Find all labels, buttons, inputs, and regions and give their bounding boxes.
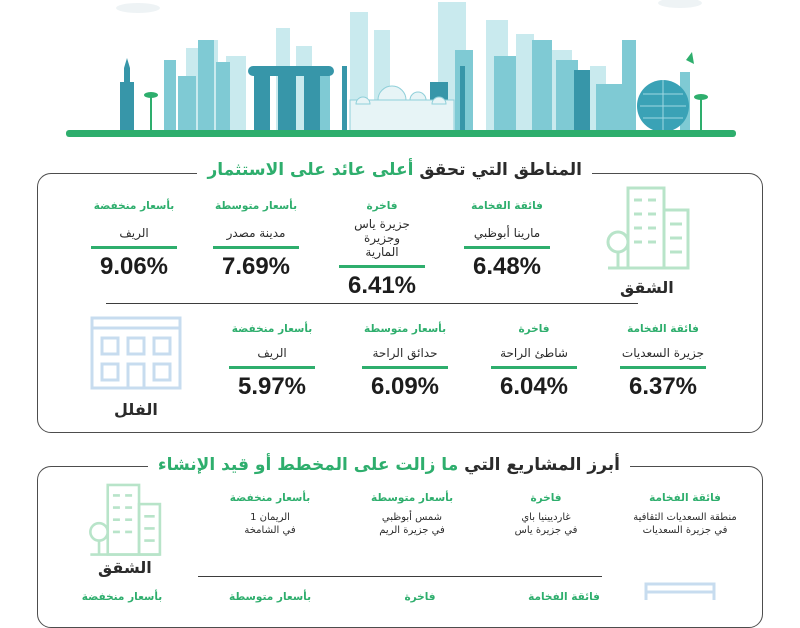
area-name: جزيرة ياس وجزيرة المارية (354, 217, 410, 259)
title-highlight: أعلى عائد على الاستثمار (207, 160, 414, 180)
section-divider (106, 303, 638, 304)
roi-value: 6.41% (347, 272, 417, 299)
category-label: فاخرة (530, 492, 562, 504)
project-cell (222, 492, 318, 537)
area-name: الريف (119, 226, 149, 240)
project-line1: شمس أبوظبي (381, 512, 443, 523)
project-line1: غارديينيا باي (521, 512, 571, 523)
roi-value: 6.37% (628, 373, 698, 400)
area-name: جزيرة السعديات (621, 346, 705, 360)
roi-villa-cell (224, 323, 320, 401)
roi-apartment-cell (334, 200, 430, 300)
category-label: بأسعار منخفضة (231, 323, 313, 335)
category-label: بأسعار متوسطة (363, 323, 447, 335)
green-underline (620, 366, 706, 369)
city-skyline-illustration (0, 0, 800, 150)
apartments-label: الشقق (620, 278, 674, 297)
roi-villa-cell (357, 323, 453, 401)
green-underline (491, 366, 577, 369)
roi-value: 6.48% (472, 253, 542, 280)
projects-section-title (148, 455, 630, 475)
roi-value: 7.69% (221, 253, 291, 280)
project-cell (626, 492, 744, 537)
project-line1: منطقة السعديات الثقافية (633, 512, 737, 523)
area-name: حدائق الراحة (372, 346, 438, 360)
roi-apartment-cell (86, 200, 182, 281)
area-name: مارينا أبوظبي (473, 226, 541, 240)
area-name: شاطئ الراحة (500, 346, 568, 360)
title-main: المناطق التي تحقق (419, 160, 582, 180)
roi-value: 6.09% (370, 373, 440, 400)
category-label: فائقة الفخامة (528, 591, 600, 603)
project-line1: الريمان 1 (250, 512, 290, 523)
area-name: مدينة مصدر (226, 226, 286, 240)
category-label: بأسعار متوسطة (214, 200, 298, 212)
category-label: بأسعار منخفضة (229, 492, 311, 504)
project-name (626, 511, 744, 537)
project-line2: في جزيرة السعديات (642, 525, 728, 536)
project-name (498, 511, 594, 537)
roi-value: 5.97% (237, 373, 307, 400)
project-line2: في جزيرة ياس (514, 525, 578, 536)
title-highlight: ما زالت على المخطط أو قيد الإنشاء (157, 455, 459, 475)
roi-villa-cell (486, 323, 582, 401)
roi-apartment-cell (208, 200, 304, 281)
category-label: فائقة الفخامة (649, 492, 721, 504)
category-label: فائقة الفخامة (627, 323, 699, 335)
title-main: أبرز المشاريع التي (464, 455, 620, 475)
category-label: فائقة الفخامة (471, 200, 543, 212)
roi-villa-cell (615, 323, 711, 401)
green-underline (362, 366, 448, 369)
project-line2: في جزيرة الريم (379, 525, 445, 536)
roi-value: 6.04% (499, 373, 569, 400)
category-label: بأسعار منخفضة (81, 591, 163, 603)
project-name (222, 511, 318, 537)
green-underline (213, 246, 299, 249)
villa-house-icon (86, 312, 186, 392)
green-underline (464, 246, 550, 249)
roi-section-title (197, 160, 592, 180)
category-label: بأسعار متوسطة (228, 591, 312, 603)
category-label: بأسعار متوسطة (370, 492, 454, 504)
green-underline (229, 366, 315, 369)
green-underline (91, 246, 177, 249)
project-name (364, 511, 460, 537)
category-label: بأسعار منخفضة (93, 200, 175, 212)
roi-value: 9.06% (99, 253, 169, 280)
area-name: الريف (257, 346, 287, 360)
roi-apartment-cell (459, 200, 555, 281)
section-divider (198, 576, 602, 577)
villa-house-icon (640, 578, 720, 600)
apartment-building-icon (86, 478, 166, 558)
project-cell (498, 492, 594, 537)
project-cell (364, 492, 460, 537)
apartments-label: الشقق (98, 558, 152, 577)
project-line2: في الشامخة (244, 525, 296, 536)
villas-label: الفلل (114, 400, 158, 419)
category-label: فاخرة (366, 200, 398, 212)
green-underline (339, 265, 425, 268)
apartment-building-icon (604, 180, 694, 272)
category-label: فاخرة (404, 591, 436, 603)
category-label: فاخرة (518, 323, 550, 335)
